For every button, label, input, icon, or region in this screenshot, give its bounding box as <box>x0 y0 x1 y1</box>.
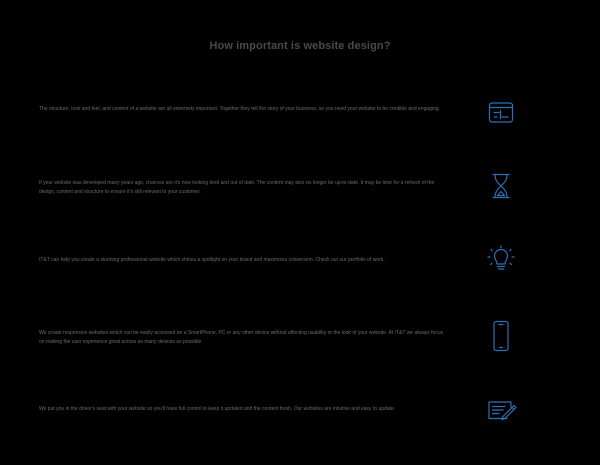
browser-window-icon <box>485 97 517 129</box>
page-title: How important is website design? <box>209 40 391 52</box>
edit-document-icon <box>485 395 517 427</box>
feature-text: IT&T can help you create a stunning professional website which shines a spotlight on your brand and maximises conversion. Check out our portfolio of work. <box>39 257 385 263</box>
feature-text: We put you in the driver's seat with your website so you'll have full control to keep it updated and the content fresh. Our websites are intuitive and easy to update. <box>39 406 396 412</box>
feature-text: If your website was developed many years ago, chances are it's now looking tired and out of date. The content may also no longer be up-to-date. It may be time for a refresh of the design, content and structure to ensure it's still relevant to your customer. <box>39 180 435 195</box>
smartphone-icon <box>485 320 517 352</box>
hourglass-icon <box>485 170 517 202</box>
lightbulb-icon <box>485 244 517 276</box>
feature-text: We create responsive websites which can be easily accessed on a SmartPhone, PC or any other device without affecting usability or the look of your website. At IT&T we always focus on making the user experience great across as many devices as possible. <box>39 330 444 345</box>
feature-text: The structure, look and feel, and content of a website are all extremely important. Together they tell the story of your business, so you need your website to be credible and engaging. <box>39 106 440 112</box>
